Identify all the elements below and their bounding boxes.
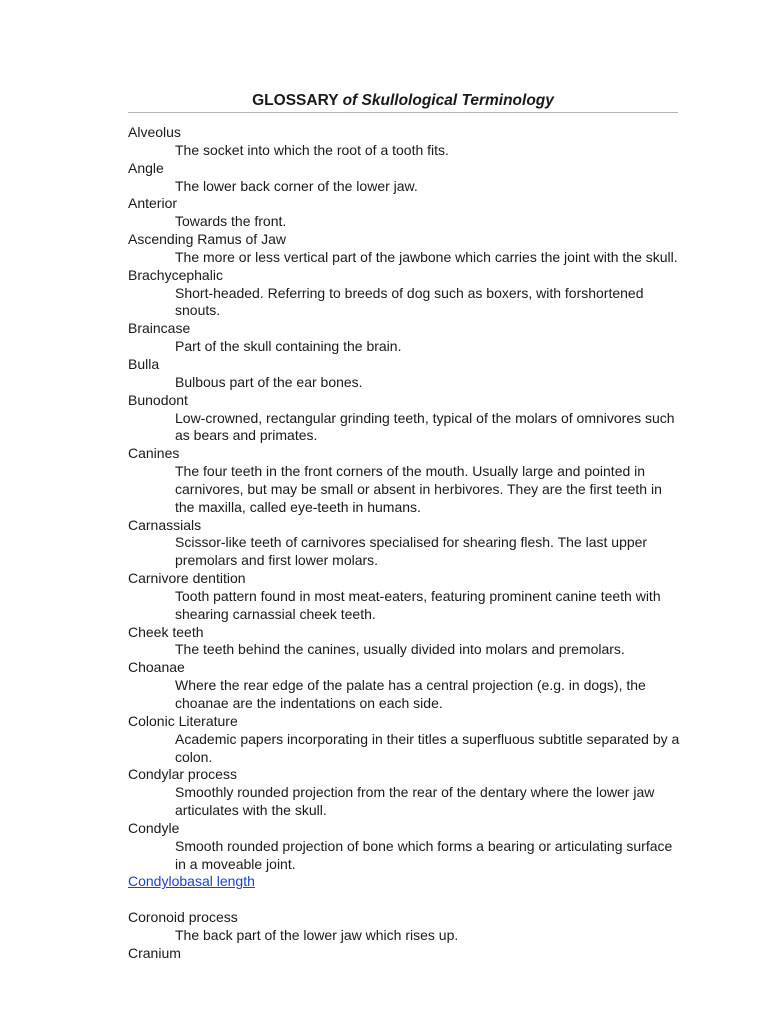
glossary-term: Colonic Literature	[128, 712, 238, 729]
glossary-definition: The back part of the lower jaw which rises up.	[175, 926, 459, 943]
glossary-term: Coronoid process	[128, 909, 238, 926]
glossary-term: Bulla	[128, 355, 160, 372]
glossary-definition: Tooth pattern found in most meat-eaters, featuring prominent canine teeth with shearing carnassial cheek teeth.	[175, 587, 661, 622]
glossary-definition: The socket into which the root of a tooth fits.	[175, 141, 449, 158]
title-middle: of	[342, 92, 358, 109]
glossary-definition: The four teeth in the front corners of the mouth. Usually large and pointed in carnivores, but may be small or absent in herbivores. They are the first teeth in the maxilla, called eye-teeth in humans.	[175, 463, 662, 515]
glossary-definition: The teeth behind the canines, usually divided into molars and premolars.	[175, 641, 625, 658]
glossary-term: Anterior	[128, 195, 178, 212]
glossary-term: Condylar process	[128, 766, 237, 783]
glossary-term: Carnivore dentition	[128, 570, 246, 587]
glossary-definition: Bulbous part of the ear bones.	[175, 373, 363, 390]
glossary-definition: Smoothly rounded projection from the rear of the dentary where the lower jaw articulates with the skull.	[175, 784, 655, 819]
glossary-term: Carnassials	[128, 516, 202, 533]
glossary-list	[128, 124, 688, 963]
glossary-term: Ascending Ramus of Jaw	[128, 231, 286, 248]
title-prefix: GLOSSARY	[252, 92, 339, 109]
blank-line	[128, 891, 688, 909]
glossary-definition: Where the rear edge of the palate has a central projection (e.g. in dogs), the choanae are the indentations on each side.	[175, 677, 646, 711]
glossary-definition: The lower back corner of the lower jaw.	[175, 177, 418, 194]
glossary-definition: Towards the front.	[175, 213, 287, 230]
glossary-term: Condyle	[128, 819, 180, 836]
glossary-term-link[interactable]: Condylobasal length	[128, 873, 255, 890]
glossary-term: Brachycephalic	[128, 266, 223, 283]
glossary-term: Canines	[128, 445, 180, 462]
glossary-definition: Academic papers incorporating in their titles a superfluous subtitle separated by a colon.	[175, 730, 680, 765]
glossary-definition: The more or less vertical part of the jawbone which carries the joint with the skull.	[175, 248, 678, 265]
glossary-definition: Scissor-like teeth of carnivores specialised for shearing flesh. The last upper premolars and first lower molars.	[175, 534, 648, 569]
title-rest: Skullological Terminology	[361, 92, 554, 109]
title-divider	[128, 112, 678, 113]
glossary-term: Cheek teeth	[128, 623, 204, 640]
glossary-term: Alveolus	[128, 124, 181, 140]
glossary-term: Angle	[128, 159, 164, 176]
glossary-definition: Low-crowned, rectangular grinding teeth, typical of the molars of omnivores such as bears and primates.	[175, 409, 675, 444]
glossary-term: Choanae	[128, 659, 185, 676]
page-title	[128, 91, 678, 111]
glossary-term: Bunodont	[128, 391, 188, 408]
glossary-term: Braincase	[128, 320, 191, 337]
glossary-definition: Short-headed. Referring to breeds of dog such as boxers, with forshortened snouts.	[175, 284, 644, 319]
glossary-term: Cranium	[128, 944, 181, 961]
glossary-definition: Smooth rounded projection of bone which forms a bearing or articulating surface in a moveable joint.	[175, 837, 673, 872]
glossary-definition: Part of the skull containing the brain.	[175, 338, 402, 355]
